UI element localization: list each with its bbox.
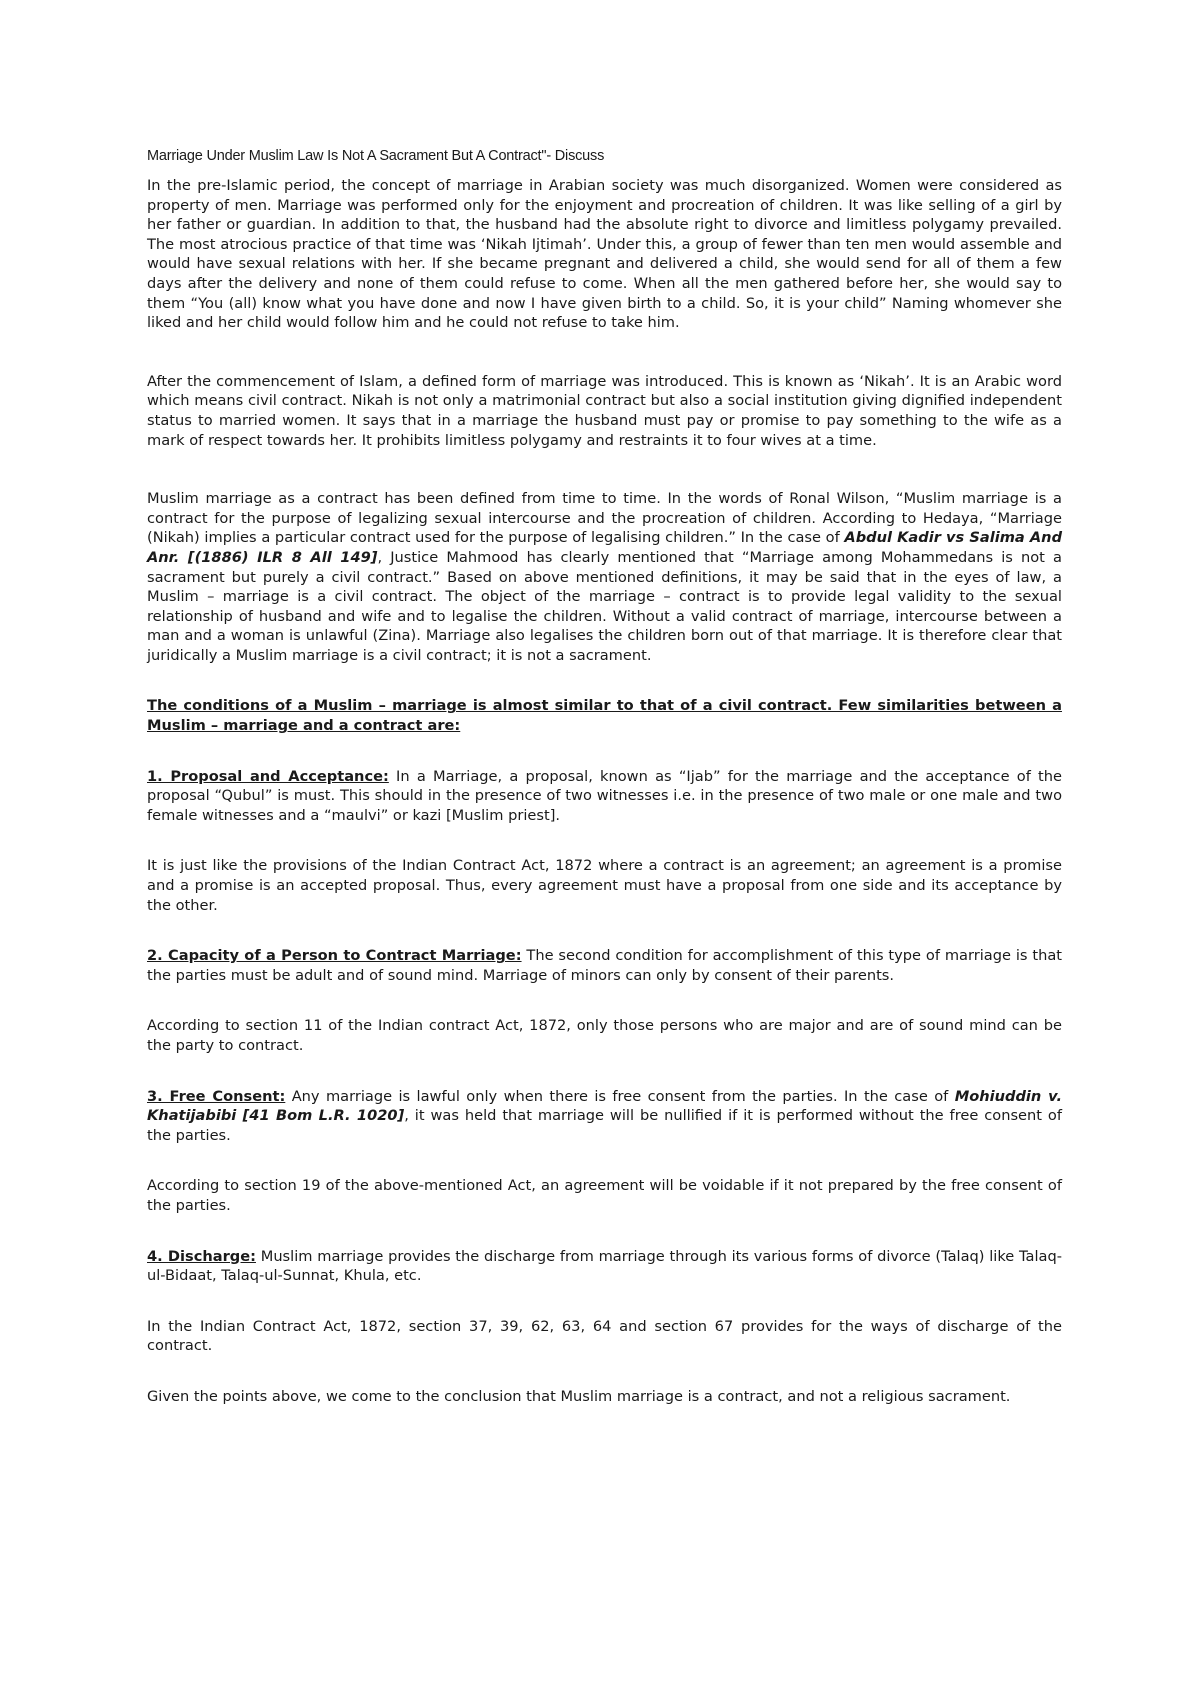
document-title: Marriage Under Muslim Law Is Not A Sacrament But A Contract"- Discuss: [147, 148, 605, 164]
paragraph-conclusion: Given the points above, we come to the conclusion that Muslim marriage is a contract, and not a religious sacrament.: [147, 1387, 1011, 1405]
point-text: , it was held that marriage will be nullified if it is performed without the free consent of the parties.: [147, 1107, 1062, 1144]
paragraph-section-11: According to section 11 of the Indian contract Act, 1872, only those persons who are major and are of sound mind can be the party to contract.: [147, 1017, 1062, 1054]
paragraph-contract-act-proposal: It is just like the provisions of the Indian Contract Act, 1872 where a contract is an agreement; an agreement is a promise and a promise is an accepted proposal. Thus, every agreement must have a proposal from one side and its acceptance by the other.: [147, 857, 1062, 914]
paragraph-pre-islamic: In the pre-Islamic period, the concept of marriage in Arabian society was much disorganized. Women were considered as property of men. Marriage was performed only for the enjoyment and procreation of children. It was like selling of a girl by her father or guardian. In addition to that, the husband had the absolute right to divorce and limitless polygamy prevailed. The most atrocious practice of that time was ‘Nikah Ijtimah’. Under this, a group of fewer than ten men would assemble and would have sexual relations with her. If she became pregnant and delivered a child, she would send for all of them a few days after the delivery and none of them could refuse to come. When all the men gathered before her, she would say to them “You (all) know what you have done and now I have given birth to a child. So, it is your child” Naming whomever she liked and her child would follow him and he could not refuse to take him.: [147, 177, 1062, 332]
case-citation: Mohiuddin v. Khatijabibi [41 Bom L.R. 1020]: [147, 1087, 1063, 1125]
point-capacity: [147, 946, 1062, 985]
point-heading: 2. Capacity of a Person to Contract Marriage:: [147, 947, 522, 965]
point-discharge: [147, 1247, 1062, 1286]
point-heading: 3. Free Consent:: [147, 1087, 286, 1105]
text-segment: , Justice Mahmood has clearly mentioned that “Marriage among Mohammedans is not a sacrament but purely a civil contract.” Based on above mentioned definitions, it may be said that in the eyes of law, a Muslim – marriage is a civil contract. The object of the marriage – contract is to provide legal validity to the sexual relationship of husband and wife and to legalise the children. Without a valid contract of marriage, intercourse between a man and a woman is unlawful (Zina). Marriage also legalises the children born out of that marriage. It is therefore clear that juridically a Muslim marriage is a civil contract; it is not a sacrament.: [147, 548, 1062, 664]
point-heading: 4. Discharge:: [147, 1247, 256, 1265]
point-free-consent: [147, 1087, 1062, 1146]
point-text: Any marriage is lawful only when there is free consent from the parties. In the case of: [285, 1087, 955, 1105]
paragraph-discharge-sections: In the Indian Contract Act, 1872, section 37, 39, 62, 63, 64 and section 67 provides for the ways of discharge of the contract.: [147, 1317, 1062, 1355]
text-segment: Muslim marriage as a contract has been defined from time to time. In the words of Ronal Wilson, “Muslim marriage is a contract for the purpose of legalizing sexual intercourse and the procreation of children. According to Hedaya, “Marriage (Nikah) implies a particular contract used for the purpose of legalising children.” In the case of: [147, 490, 1062, 547]
point-text: Muslim marriage provides the discharge from marriage through its various forms of divorce (Talaq) like Talaq-ul-Bidaat, Talaq-ul-Sunnat, Khula, etc.: [147, 1247, 1062, 1285]
section-heading: The conditions of a Muslim – marriage is almost similar to that of a civil contract. Few similarities between a Muslim – marriage and a contract are:: [147, 697, 1062, 735]
point-heading: 1. Proposal and Acceptance:: [147, 767, 389, 785]
paragraph-contract-definition: [147, 489, 1062, 665]
paragraph-nikah: After the commencement of Islam, a defined form of marriage was introduced. This is known as ‘Nikah’. It is an Arabic word which means civil contract. Nikah is not only a matrimonial contract but also a social institution giving dignified independent status to married women. It says that in a marriage the husband must pay or promise to pay something to the wife as a mark of respect towards her. It prohibits limitless polygamy and restraints it to four wives at a time.: [147, 372, 1062, 449]
point-text: The second condition for accomplishment of this type of marriage is that the parties must be adult and of sound mind. Marriage of minors can only by consent of their parents.: [147, 947, 1062, 984]
point-text: In a Marriage, a proposal, known as “Ijab” for the marriage and the acceptance of the proposal “Qubul” is must. This should in the presence of two witnesses i.e. in the presence of two male or one male and two female witnesses and a “maulvi” or kazi [Muslim priest].: [147, 767, 1063, 824]
paragraph-section-19: According to section 19 of the above-mentioned Act, an agreement will be voidable if it not prepared by the free consent of the parties.: [147, 1177, 1062, 1214]
case-citation: Abdul Kadir vs Salima And Anr. [(1886) ILR 8 All 149]: [147, 529, 1063, 566]
document-page: [147, 146, 1062, 1407]
point-proposal-acceptance: [147, 767, 1062, 826]
